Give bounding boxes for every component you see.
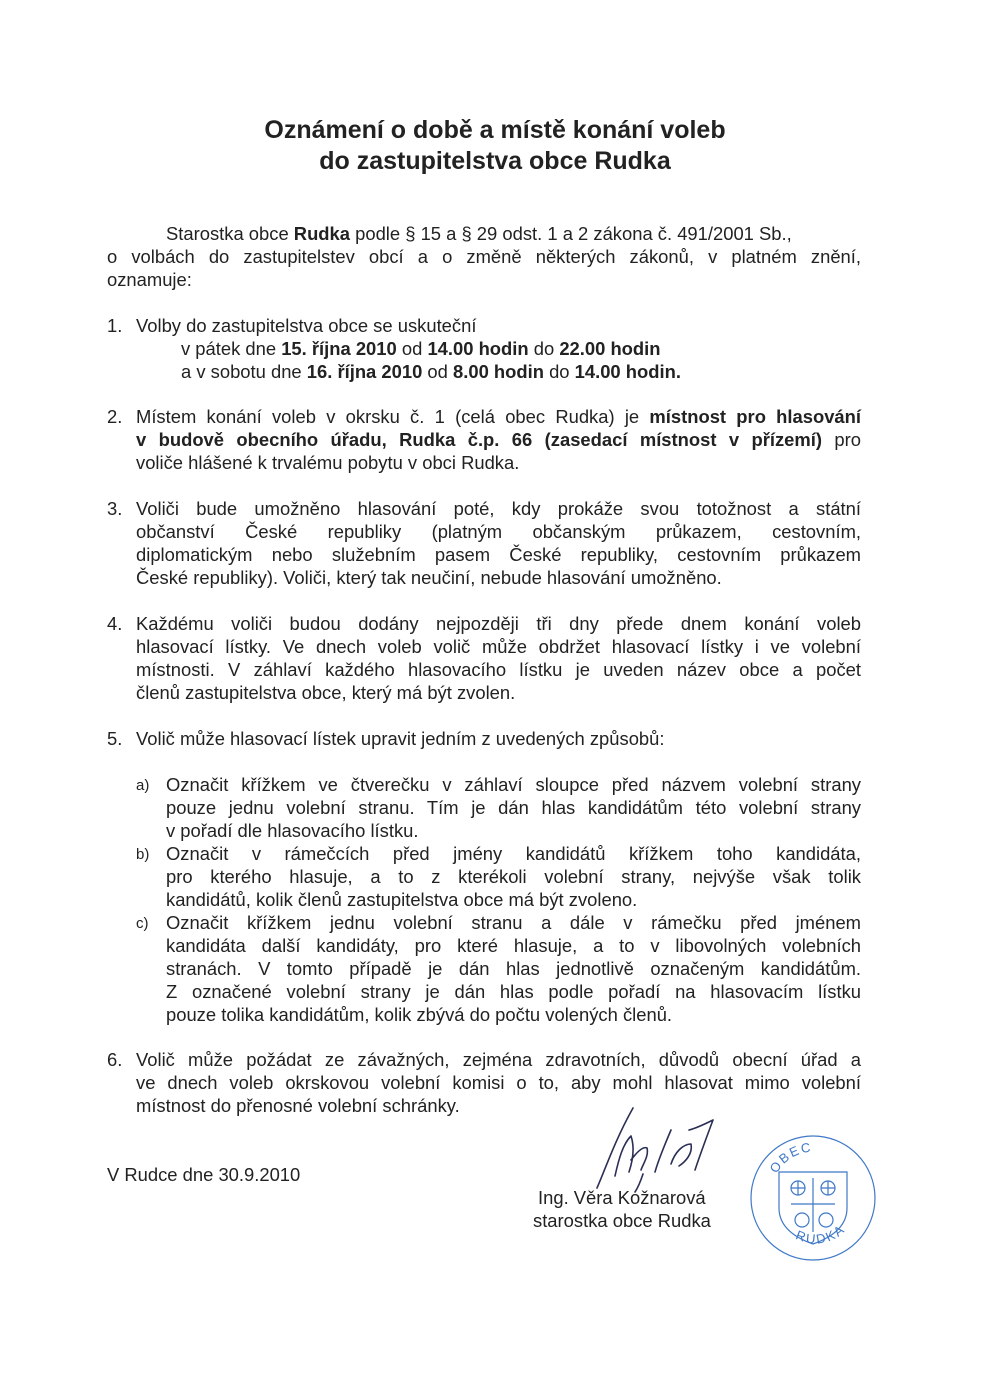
item-1-line-2: v pátek dne 15. října 2010 od 14.00 hodin do 22.00 hodin <box>181 338 661 359</box>
item-5c-line-3: stranách. V tomto případě je dán hlas jednotlivě označeným kandidátům. <box>166 958 861 979</box>
item-5c-label: c) <box>136 915 149 932</box>
item-5a-label: a) <box>136 777 150 794</box>
item-6-line-3: místnost do přenosné volební schránky. <box>136 1095 460 1116</box>
item-1-line-1: Volby do zastupitelstva obce se uskuteční <box>136 315 477 336</box>
item-5c-line-2: kandidáta další kandidáty, pro které hlasuje, a to v libovolných volebních <box>166 935 861 956</box>
item-6-line-2: ve dnech voleb okrskovou volební komisi o to, aby mohl hlasovat mimo volební <box>136 1072 861 1093</box>
intro-line-1: Starostka obce Rudka podle § 15 a § 29 odst. 1 a 2 zákona č. 491/2001 Sb., <box>166 223 792 244</box>
item-4-number: 4. <box>107 613 123 634</box>
item-5b-line-2: pro kterého hlasuje, a to z kterékoli volební strany, nejvýše však tolik <box>166 866 861 887</box>
item-3-line-2: občanství České republiky (platným občanským průkazem, cestovním, <box>136 521 861 542</box>
item-5b-line-1: Označit v rámečcích před jmény kandidátů křížkem toho kandidáta, <box>166 843 861 864</box>
handwritten-signature <box>575 1100 735 1200</box>
item-5-number: 5. <box>107 728 123 749</box>
item-4-line-2: hlasovací lístky. Ve dnech voleb volič může obdržet hlasovací lístky i ve volební <box>136 636 861 657</box>
item-1-line-3: a v sobotu dne 16. října 2010 od 8.00 hodin do 14.00 hodin. <box>181 361 681 382</box>
item-6-line-1: Volič může požádat ze závažných, zejména zdravotních, důvodů obecní úřad a <box>136 1049 861 1070</box>
intro-line-3: oznamuje: <box>107 269 192 290</box>
item-2-line-1: Místem konání voleb v okrsku č. 1 (celá obec Rudka) je místnost pro hlasování <box>136 406 862 427</box>
intro-line-2: o volbách do zastupitelstev obcí a o změně některých zákonů, v platném znění, <box>107 246 861 267</box>
item-5c-line-4: Z označené volební strany je dán hlas podle pořadí na hlasovacím lístku <box>166 981 861 1002</box>
item-2-line-2: v budově obecního úřadu, Rudka č.p. 66 (zasedací místnost v přízemí) pro <box>136 429 861 450</box>
document-title-line-1: Oznámení o době a místě konání voleb <box>264 116 726 144</box>
signer-role: starostka obce Rudka <box>533 1210 711 1231</box>
stamp-bottom-text: RUDKA <box>793 1221 849 1247</box>
item-5b-label: b) <box>136 846 150 863</box>
stamp-top-text: OBEC <box>766 1139 814 1176</box>
item-3-number: 3. <box>107 498 123 519</box>
item-5a-line-1: Označit křížkem ve čtverečku v záhlaví sloupce před názvem volební strany <box>166 774 861 795</box>
item-2-line-3: voliče hlášené k trvalému pobytu v obci Rudka. <box>136 452 520 473</box>
document-title-line-2: do zastupitelstva obce Rudka <box>319 147 671 175</box>
item-5-line-1: Volič může hlasovací lístek upravit jedním z uvedených způsobů: <box>136 728 665 749</box>
item-1-number: 1. <box>107 315 123 336</box>
item-5b-line-3: kandidátů, kolik členů zastupitelstva obce má být zvoleno. <box>166 889 638 910</box>
item-5c-line-1: Označit křížkem jednu volební stranu a dále v rámečku před jménem <box>166 912 861 933</box>
item-5a-line-3: v pořadí dle hlasovacího lístku. <box>166 820 419 841</box>
item-5a-line-2: pouze jednu volební stranu. Tím je dán hlas kandidátům této volební strany <box>166 797 861 818</box>
item-6-number: 6. <box>107 1049 123 1070</box>
item-5c-line-5: pouze tolika kandidátům, kolik zbývá do počtu volených členů. <box>166 1004 673 1025</box>
signer-name: Ing. Věra Kožnarová <box>538 1187 706 1208</box>
municipal-stamp <box>746 1128 880 1268</box>
item-3-line-3: diplomatickým nebo služebním pasem České republiky, cestovním průkazem <box>136 544 861 565</box>
item-4-line-1: Každému voliči budou dodány nejpozději tři dny přede dnem konání voleb <box>136 613 861 634</box>
item-4-line-3: místnosti. V záhlaví každého hlasovacího lístku je uveden název obce a počet <box>136 659 861 680</box>
item-4-line-4: členů zastupitelstva obce, který má být zvolen. <box>136 682 516 703</box>
item-3-line-4: České republiky). Voliči, který tak neučiní, nebude hlasování umožněno. <box>136 567 722 588</box>
place-and-date: V Rudce dne 30.9.2010 <box>107 1164 301 1185</box>
item-3-line-1: Voliči bude umožněno hlasování poté, kdy prokáže svou totožnost a státní <box>136 498 861 519</box>
item-2-number: 2. <box>107 406 123 427</box>
